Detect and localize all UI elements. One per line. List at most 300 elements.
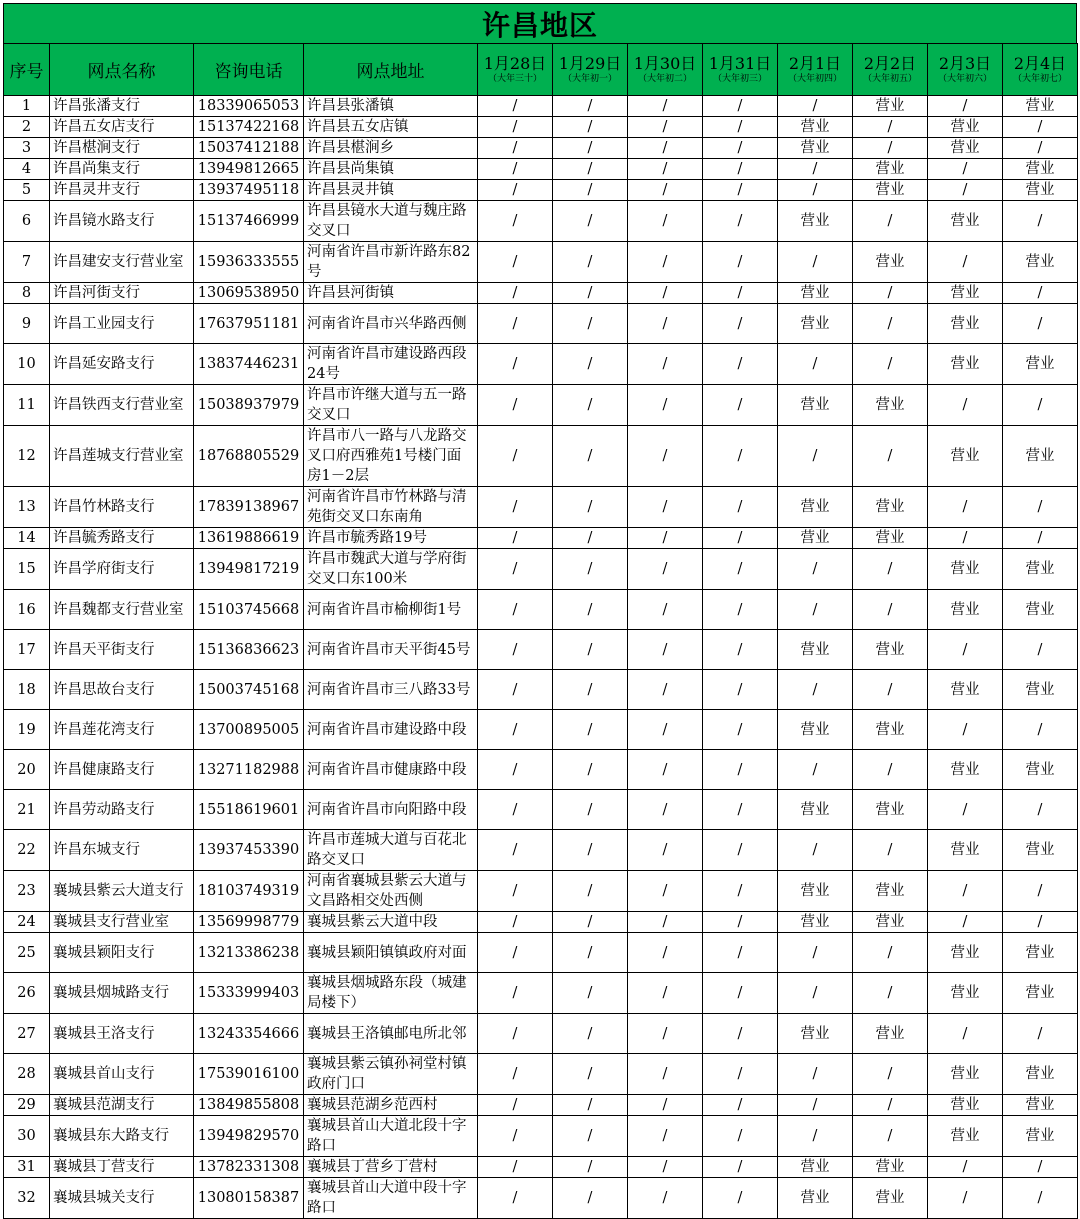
status-cell: / — [703, 871, 778, 912]
status-cell: 营业 — [778, 1178, 853, 1219]
status-cell: / — [1003, 630, 1078, 670]
table-row — [4, 912, 1078, 933]
header-date — [553, 44, 628, 96]
status-cell: / — [1003, 117, 1078, 138]
branch-address: 许昌县镜水大道与魏庄路交叉口 — [304, 201, 478, 242]
status-cell: / — [1003, 138, 1078, 159]
table-row — [4, 871, 1078, 912]
branch-name: 襄城县颖阳支行 — [50, 933, 194, 973]
status-cell: / — [628, 242, 703, 283]
status-cell: / — [703, 1178, 778, 1219]
branch-phone: 15518619601 — [194, 790, 304, 830]
status-cell: / — [928, 710, 1003, 750]
status-cell: / — [703, 180, 778, 201]
status-cell: / — [553, 1157, 628, 1178]
status-cell: / — [1003, 710, 1078, 750]
status-cell: / — [628, 630, 703, 670]
table-row — [4, 283, 1078, 304]
table-row — [4, 549, 1078, 590]
header-lunar-label: （大年初三） — [712, 73, 767, 84]
status-cell: / — [553, 1178, 628, 1219]
status-cell: / — [928, 528, 1003, 549]
status-cell: 营业 — [778, 304, 853, 344]
status-cell: / — [478, 871, 553, 912]
status-cell: / — [628, 1178, 703, 1219]
row-index: 6 — [4, 201, 50, 242]
branch-name: 许昌竹林路支行 — [50, 487, 194, 528]
status-cell: / — [553, 549, 628, 590]
status-cell: / — [553, 117, 628, 138]
table-row — [4, 1014, 1078, 1054]
status-cell: / — [628, 344, 703, 385]
status-cell: / — [703, 590, 778, 630]
status-cell: / — [703, 790, 778, 830]
status-cell: / — [628, 670, 703, 710]
status-cell: 营业 — [778, 283, 853, 304]
status-cell: 营业 — [1003, 1095, 1078, 1116]
header-date-label: 1月28日 — [483, 53, 547, 73]
branch-phone: 13782331308 — [194, 1157, 304, 1178]
branch-address: 河南省许昌市天平街45号 — [304, 630, 478, 670]
status-cell: / — [478, 912, 553, 933]
branch-name: 许昌尚集支行 — [50, 159, 194, 180]
status-cell: / — [553, 138, 628, 159]
status-cell: / — [553, 710, 628, 750]
table-row — [4, 159, 1078, 180]
branch-address: 许昌县尚集镇 — [304, 159, 478, 180]
status-cell: / — [703, 117, 778, 138]
branch-name: 许昌河街支行 — [50, 283, 194, 304]
branch-address: 许昌市魏武大道与学府街交叉口东100米 — [304, 549, 478, 590]
status-cell: 营业 — [1003, 933, 1078, 973]
status-cell: 营业 — [1003, 549, 1078, 590]
header-lunar-label: （大年三十） — [487, 73, 542, 84]
header-lunar-label: （大年初二） — [637, 73, 692, 84]
status-cell: / — [928, 385, 1003, 426]
table-row — [4, 750, 1078, 790]
status-cell: / — [928, 1157, 1003, 1178]
status-cell: / — [703, 1014, 778, 1054]
status-cell: / — [628, 710, 703, 750]
branch-address: 河南省许昌市兴华路西侧 — [304, 304, 478, 344]
status-cell: / — [553, 871, 628, 912]
branch-address: 襄城县紫云大道中段 — [304, 912, 478, 933]
status-cell: / — [703, 630, 778, 670]
status-cell: / — [628, 159, 703, 180]
status-cell: / — [1003, 201, 1078, 242]
status-cell: 营业 — [928, 426, 1003, 487]
branch-phone: 15137466999 — [194, 201, 304, 242]
status-cell: / — [553, 1014, 628, 1054]
status-cell: 营业 — [1003, 344, 1078, 385]
status-cell: / — [478, 242, 553, 283]
status-cell: / — [853, 590, 928, 630]
table-row — [4, 1116, 1078, 1157]
table-row — [4, 344, 1078, 385]
status-cell: / — [778, 590, 853, 630]
status-cell: 营业 — [778, 871, 853, 912]
status-cell: 营业 — [778, 710, 853, 750]
status-cell: / — [628, 138, 703, 159]
row-index: 15 — [4, 549, 50, 590]
status-cell: / — [1003, 1014, 1078, 1054]
status-cell: 营业 — [928, 117, 1003, 138]
status-cell: / — [853, 549, 928, 590]
branch-phone: 17839138967 — [194, 487, 304, 528]
status-cell: / — [553, 487, 628, 528]
branch-address: 许昌县张潘镇 — [304, 96, 478, 117]
status-cell: / — [478, 426, 553, 487]
table-row — [4, 830, 1078, 871]
status-cell: 营业 — [853, 1014, 928, 1054]
status-cell: 营业 — [1003, 242, 1078, 283]
status-cell: / — [553, 96, 628, 117]
branch-address: 许昌市八一路与八龙路交叉口府西雅苑1号楼门面房1－2层 — [304, 426, 478, 487]
table-body — [4, 96, 1078, 1219]
branch-address: 襄城县紫云镇孙祠堂村镇政府门口 — [304, 1054, 478, 1095]
status-cell: 营业 — [928, 201, 1003, 242]
header-date-label: 2月4日 — [1013, 53, 1067, 73]
status-cell: / — [628, 426, 703, 487]
status-cell: / — [853, 426, 928, 487]
branch-name: 许昌灵井支行 — [50, 180, 194, 201]
status-cell: / — [478, 1014, 553, 1054]
branch-name: 许昌天平街支行 — [50, 630, 194, 670]
table-row — [4, 528, 1078, 549]
status-cell: / — [853, 304, 928, 344]
status-cell: 营业 — [853, 871, 928, 912]
branch-address: 许昌县五女店镇 — [304, 117, 478, 138]
status-cell: 营业 — [853, 630, 928, 670]
status-cell: / — [928, 242, 1003, 283]
status-cell: 营业 — [1003, 96, 1078, 117]
branch-phone: 18103749319 — [194, 871, 304, 912]
status-cell: / — [628, 96, 703, 117]
status-cell: / — [478, 487, 553, 528]
status-cell: / — [553, 973, 628, 1014]
branch-address: 河南省许昌市健康路中段 — [304, 750, 478, 790]
status-cell: 营业 — [928, 830, 1003, 871]
status-cell: / — [703, 973, 778, 1014]
status-cell: / — [478, 283, 553, 304]
status-cell: / — [628, 973, 703, 1014]
branch-name: 许昌健康路支行 — [50, 750, 194, 790]
status-cell: / — [1003, 790, 1078, 830]
row-index: 25 — [4, 933, 50, 973]
row-index: 29 — [4, 1095, 50, 1116]
branch-address: 许昌市毓秀路19号 — [304, 528, 478, 549]
branch-name: 许昌延安路支行 — [50, 344, 194, 385]
branch-phone: 13243354666 — [194, 1014, 304, 1054]
row-index: 16 — [4, 590, 50, 630]
status-cell: / — [628, 385, 703, 426]
status-cell: / — [778, 670, 853, 710]
status-cell: / — [1003, 912, 1078, 933]
status-cell: / — [703, 487, 778, 528]
header-date — [928, 44, 1003, 96]
status-cell: / — [553, 790, 628, 830]
status-cell: / — [703, 933, 778, 973]
row-index: 11 — [4, 385, 50, 426]
status-cell: / — [928, 487, 1003, 528]
status-cell: / — [703, 304, 778, 344]
status-cell: / — [1003, 871, 1078, 912]
status-cell: / — [928, 790, 1003, 830]
status-cell: / — [703, 549, 778, 590]
status-cell: / — [928, 180, 1003, 201]
branch-name: 许昌镜水路支行 — [50, 201, 194, 242]
status-cell: 营业 — [853, 159, 928, 180]
status-cell: / — [478, 180, 553, 201]
row-index: 17 — [4, 630, 50, 670]
status-cell: / — [1003, 1157, 1078, 1178]
status-cell: / — [478, 630, 553, 670]
branch-name: 襄城县紫云大道支行 — [50, 871, 194, 912]
header-date — [853, 44, 928, 96]
branch-address: 襄城县首山大道中段十字路口 — [304, 1178, 478, 1219]
status-cell: / — [478, 117, 553, 138]
status-cell: / — [553, 159, 628, 180]
status-cell: / — [928, 1178, 1003, 1219]
status-cell: / — [853, 973, 928, 1014]
status-cell: / — [778, 1116, 853, 1157]
branch-name: 许昌莲花湾支行 — [50, 710, 194, 750]
branch-name: 许昌莲城支行营业室 — [50, 426, 194, 487]
status-cell: / — [478, 1054, 553, 1095]
row-index: 4 — [4, 159, 50, 180]
row-index: 14 — [4, 528, 50, 549]
status-cell: / — [703, 344, 778, 385]
status-cell: / — [928, 96, 1003, 117]
branch-address: 河南省许昌市新许路东82号 — [304, 242, 478, 283]
row-index: 27 — [4, 1014, 50, 1054]
status-cell: 营业 — [853, 1157, 928, 1178]
status-cell: / — [553, 750, 628, 790]
status-cell: / — [553, 630, 628, 670]
status-cell: / — [1003, 487, 1078, 528]
header-date-label: 2月2日 — [863, 53, 917, 73]
header-idx: 序号 — [4, 44, 50, 96]
row-index: 12 — [4, 426, 50, 487]
branch-phone: 18768805529 — [194, 426, 304, 487]
status-cell: / — [478, 590, 553, 630]
branch-name: 许昌五女店支行 — [50, 117, 194, 138]
status-cell: 营业 — [853, 487, 928, 528]
sheet-title: 许昌地区 — [3, 3, 1077, 43]
status-cell: 营业 — [778, 528, 853, 549]
status-cell: / — [553, 912, 628, 933]
branch-name: 襄城县首山支行 — [50, 1054, 194, 1095]
status-cell: / — [478, 1116, 553, 1157]
status-cell: 营业 — [928, 304, 1003, 344]
branch-phone: 13849855808 — [194, 1095, 304, 1116]
status-cell: / — [703, 670, 778, 710]
status-cell: / — [553, 283, 628, 304]
header-date — [478, 44, 553, 96]
status-cell: / — [553, 528, 628, 549]
status-cell: 营业 — [928, 138, 1003, 159]
header-lunar-label: （大年初四） — [787, 73, 842, 84]
branch-name: 许昌张潘支行 — [50, 96, 194, 117]
status-cell: / — [853, 344, 928, 385]
table-row — [4, 710, 1078, 750]
status-cell: / — [628, 528, 703, 549]
status-cell: 营业 — [928, 670, 1003, 710]
branch-address: 河南省襄城县紫云大道与文昌路相交处西侧 — [304, 871, 478, 912]
status-cell: 营业 — [928, 344, 1003, 385]
branch-address: 襄城县首山大道北段十字路口 — [304, 1116, 478, 1157]
status-cell: / — [478, 549, 553, 590]
status-cell: / — [628, 117, 703, 138]
status-cell: / — [853, 1116, 928, 1157]
header-row — [4, 44, 1078, 96]
status-cell: / — [553, 201, 628, 242]
status-cell: / — [553, 1054, 628, 1095]
status-cell: / — [703, 283, 778, 304]
row-index: 1 — [4, 96, 50, 117]
status-cell: 营业 — [1003, 1054, 1078, 1095]
table-row — [4, 1054, 1078, 1095]
branch-phone: 15103745668 — [194, 590, 304, 630]
header-phone: 咨询电话 — [194, 44, 304, 96]
branch-phone: 13949812665 — [194, 159, 304, 180]
status-cell: / — [778, 750, 853, 790]
row-index: 3 — [4, 138, 50, 159]
branch-address: 襄城县烟城路东段（城建局楼下） — [304, 973, 478, 1014]
status-cell: 营业 — [778, 201, 853, 242]
branch-address: 河南省许昌市竹林路与清苑街交叉口东南角 — [304, 487, 478, 528]
table-row — [4, 1157, 1078, 1178]
status-cell: / — [778, 830, 853, 871]
status-cell: / — [1003, 1178, 1078, 1219]
status-cell: / — [628, 830, 703, 871]
status-cell: / — [628, 750, 703, 790]
status-cell: / — [778, 426, 853, 487]
status-cell: / — [928, 912, 1003, 933]
status-cell: 营业 — [778, 1157, 853, 1178]
branch-address: 河南省许昌市榆柳街1号 — [304, 590, 478, 630]
status-cell: / — [703, 710, 778, 750]
status-cell: / — [553, 590, 628, 630]
branch-address: 河南省许昌市三八路33号 — [304, 670, 478, 710]
header-date — [1003, 44, 1078, 96]
branch-phone: 15137422168 — [194, 117, 304, 138]
status-cell: / — [778, 180, 853, 201]
table-row — [4, 117, 1078, 138]
branch-phone: 13937453390 — [194, 830, 304, 871]
branch-name: 许昌魏都支行营业室 — [50, 590, 194, 630]
status-cell: / — [628, 933, 703, 973]
status-cell: 营业 — [853, 96, 928, 117]
table-row — [4, 933, 1078, 973]
header-name: 网点名称 — [50, 44, 194, 96]
status-cell: / — [853, 138, 928, 159]
status-cell: / — [478, 304, 553, 344]
row-index: 19 — [4, 710, 50, 750]
status-cell: / — [628, 304, 703, 344]
status-cell: / — [628, 1054, 703, 1095]
branch-name: 襄城县东大路支行 — [50, 1116, 194, 1157]
row-index: 30 — [4, 1116, 50, 1157]
row-index: 28 — [4, 1054, 50, 1095]
status-cell: / — [628, 1116, 703, 1157]
status-cell: / — [628, 790, 703, 830]
status-cell: 营业 — [778, 1014, 853, 1054]
status-cell: 营业 — [853, 528, 928, 549]
branch-name: 襄城县烟城路支行 — [50, 973, 194, 1014]
header-lunar-label: （大年初五） — [862, 73, 917, 84]
branch-name: 许昌建安支行营业室 — [50, 242, 194, 283]
status-cell: / — [478, 710, 553, 750]
branch-phone: 13213386238 — [194, 933, 304, 973]
status-cell: / — [628, 1014, 703, 1054]
branch-phone: 13837446231 — [194, 344, 304, 385]
status-cell: / — [778, 242, 853, 283]
branch-name: 许昌东城支行 — [50, 830, 194, 871]
status-cell: / — [928, 630, 1003, 670]
status-cell: / — [778, 1095, 853, 1116]
branch-phone: 13569998779 — [194, 912, 304, 933]
status-cell: / — [853, 201, 928, 242]
status-cell: 营业 — [853, 180, 928, 201]
status-cell: / — [928, 1014, 1003, 1054]
branch-phone: 17637951181 — [194, 304, 304, 344]
status-cell: 营业 — [928, 549, 1003, 590]
status-cell: / — [778, 1054, 853, 1095]
header-date-label: 1月29日 — [558, 53, 622, 73]
status-cell: / — [703, 1157, 778, 1178]
branch-phone: 15037412188 — [194, 138, 304, 159]
branch-phone: 13069538950 — [194, 283, 304, 304]
branch-address: 襄城县王洛镇邮电所北邻 — [304, 1014, 478, 1054]
branch-phone: 13619886619 — [194, 528, 304, 549]
branch-name: 许昌铁西支行营业室 — [50, 385, 194, 426]
status-cell: / — [928, 871, 1003, 912]
status-cell: / — [478, 830, 553, 871]
status-cell: 营业 — [853, 242, 928, 283]
row-index: 5 — [4, 180, 50, 201]
status-cell: / — [478, 201, 553, 242]
header-date — [703, 44, 778, 96]
status-cell: / — [703, 528, 778, 549]
status-cell: 营业 — [778, 912, 853, 933]
status-cell: 营业 — [778, 630, 853, 670]
status-cell: / — [628, 1095, 703, 1116]
branch-address: 河南省许昌市向阳路中段 — [304, 790, 478, 830]
status-cell: 营业 — [928, 973, 1003, 1014]
status-cell: / — [478, 1157, 553, 1178]
table-row — [4, 790, 1078, 830]
status-cell: / — [478, 1095, 553, 1116]
status-cell: / — [553, 344, 628, 385]
row-index: 26 — [4, 973, 50, 1014]
row-index: 23 — [4, 871, 50, 912]
status-cell: / — [703, 385, 778, 426]
status-cell: / — [628, 487, 703, 528]
status-cell: / — [478, 973, 553, 1014]
status-cell: / — [853, 1095, 928, 1116]
table-row — [4, 201, 1078, 242]
header-date — [628, 44, 703, 96]
table-row — [4, 487, 1078, 528]
branch-phone: 13937495118 — [194, 180, 304, 201]
status-cell: 营业 — [853, 790, 928, 830]
branch-phone: 13700895005 — [194, 710, 304, 750]
table-row — [4, 670, 1078, 710]
status-cell: / — [628, 201, 703, 242]
status-cell: / — [853, 933, 928, 973]
branch-name: 襄城县王洛支行 — [50, 1014, 194, 1054]
